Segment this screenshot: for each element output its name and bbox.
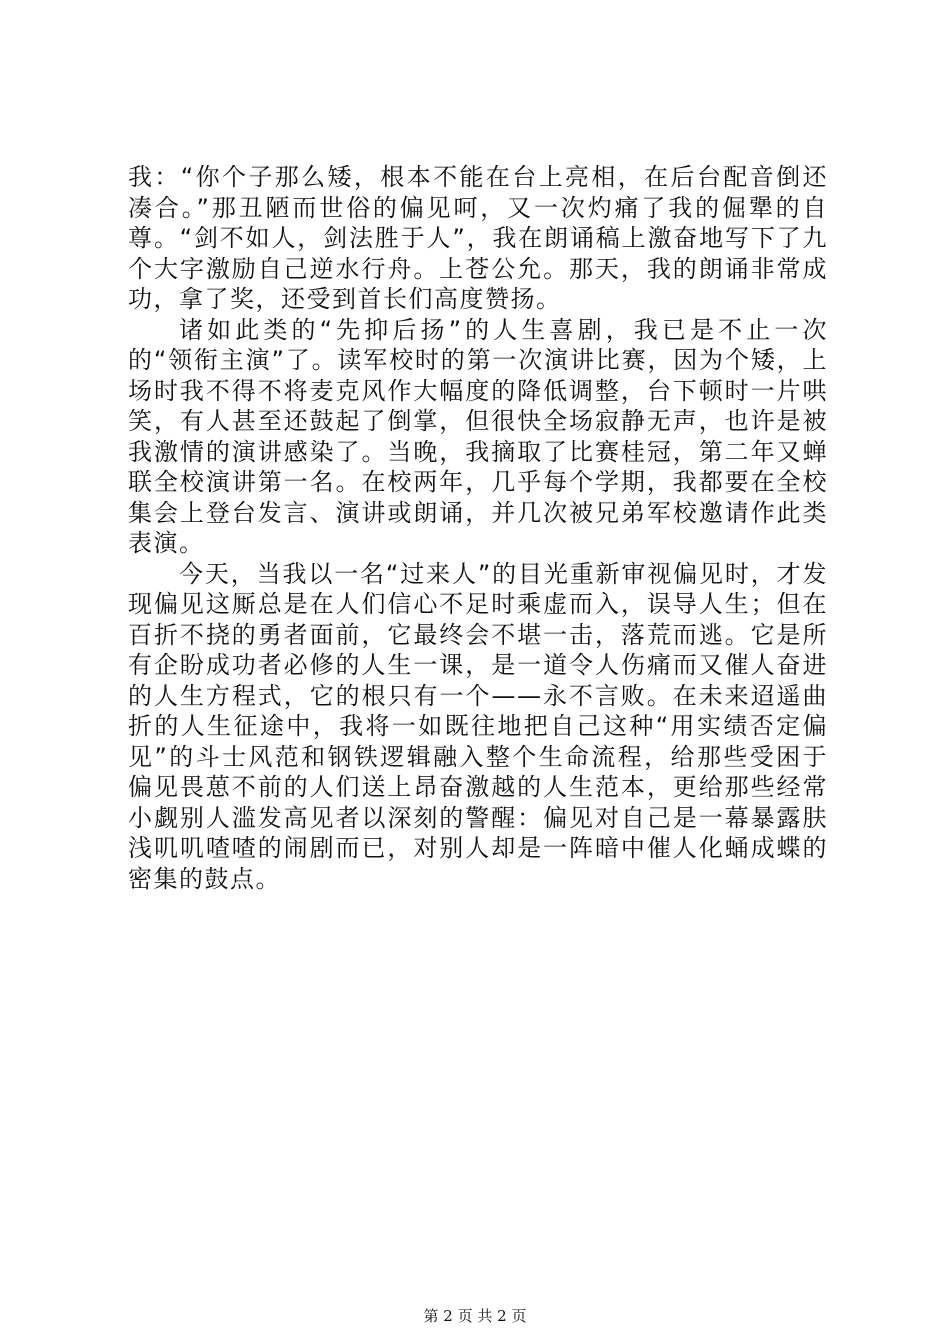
paragraph-1: 我：“你个子那么矮，根本不能在台上亮相，在后台配音倒还凑合。”那丑陋而世俗的偏见呵，又一次灼痛了我的倔犟的自尊。“剑不如人，剑法胜于人”，我在朗诵稿上激奋地写下了九个大字激励自己逆水行舟。上苍公允。那天，我的朗诵非常成功，拿了奖，还受到首长们高度赞扬。 — [128, 163, 828, 313]
paragraph-2: 诸如此类的“先抑后扬”的人生喜剧，我已是不止一次的“领衔主演”了。读军校时的第一次演讲比赛，因为个矮，上场时我不得不将麦克风作大幅度的降低调整，台下顿时一片哄笑，有人甚至还鼓起了倒掌，但很快全场寂静无声，也许是被我激情的演讲感染了。当晚，我摘取了比赛桂冠，第二年又蝉联全校演讲第一名。在校两年，几乎每个学期，我都要在全校集会上登台发言、演讲或朗诵，并几次被兄弟军校邀请作此类表演。 — [128, 315, 828, 557]
page-number-footer: 第 2 页 共 2 页 — [423, 1307, 527, 1325]
paragraph-3: 今天，当我以一名“过来人”的目光重新审视偏见时，才发现偏见这厮总是在人们信心不足时乘虚而入，误导人生；但在百折不挠的勇者面前，它最终会不堪一击，落荒而逃。它是所有企盼成功者必修的人生一课，是一道令人伤痛而又催人奋进的人生方程式，它的根只有一个——永不言败。在未来迢遥曲折的人生征途中，我将一如既往地把自己这种“用实绩否定偏见”的斗士风范和钢铁逻辑融入整个生命流程，给那些受困于偏见畏葸不前的人们送上昂奋激越的人生范本，更给那些经常小觑别人滥发高见者以深刻的警醒：偏见对自己是一幕暴露肤浅叽叽喳喳的闹剧而已，对别人却是一阵暗中催人化蛹成蝶的密集的鼓点。 — [128, 559, 828, 893]
document-body — [128, 162, 828, 894]
